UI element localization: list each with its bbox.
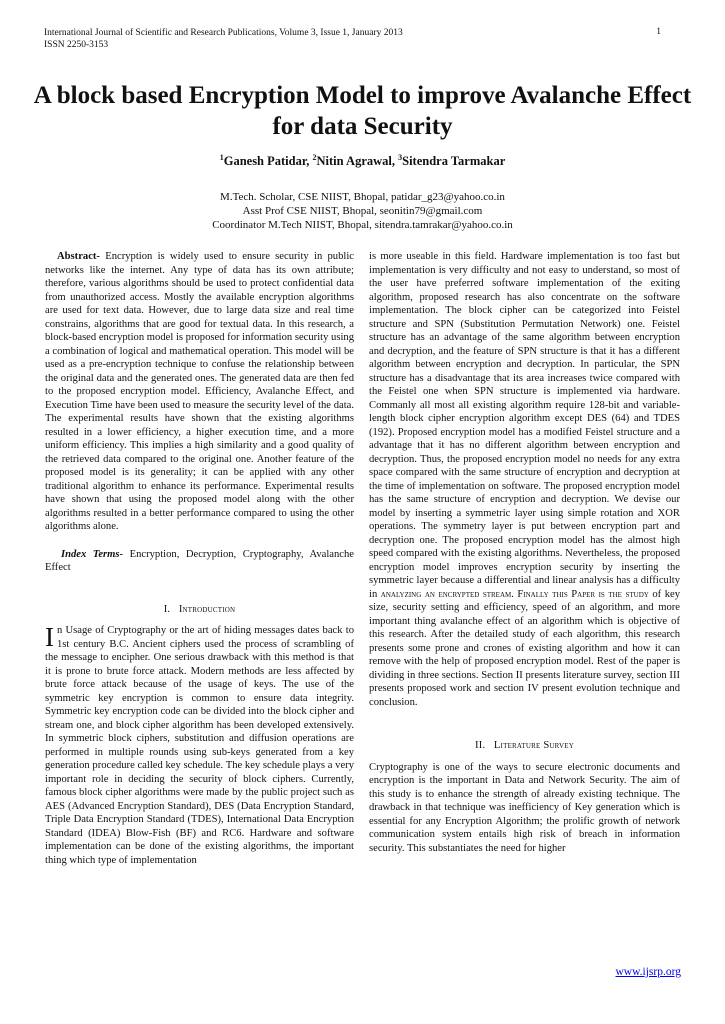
section-1-title: Introduction (178, 603, 236, 615)
drop-cap: I (45, 622, 54, 652)
page-number: 1 (656, 27, 661, 37)
affiliation-1: M.Tech. Scholar, CSE NIIST, Bhopal, patidar_g23@yahoo.co.in (220, 191, 505, 203)
literature-paragraph: Cryptography is one of the ways to secure electronic documents and encryption is the important in Data and Network Security. The aim of this study is to enhance the strength of already existing technique. The drawback in that technique was inefficiency of Key generation which is essential for any Encryption Algorithm; the prolific growth of network communication system entails high risk of breach in information security. This substantiates the need for higher (369, 761, 680, 854)
section-1-heading (45, 603, 354, 617)
author-3: Sitendra Tarmakar (402, 154, 506, 169)
paper-title: A block based Encryption Model to improve Avalanche Effect for data Security (33, 82, 692, 140)
section-2-title: Literature Survey (493, 740, 574, 751)
section-2-heading (369, 739, 680, 753)
affiliations (0, 190, 725, 232)
running-header (44, 27, 403, 51)
affiliation-2: Asst Prof CSE NIIST, Bhopal, seonitin79@gmail.com (242, 205, 483, 217)
intro-text-right-a: is more useable in this field. Hardware implementation is too fast but implementation is very difficulty and not easy to understand, so most of the user have preferred software implementation of the exiting algorithm, proposed research has also concentrate on the software implementation. The block cipher can be categorized into Feistel structure and SPN (Substitution Permutation Network) one. Feistel structure has an advantage of the same algorithm between encryption and decryption, and the feature of SPN structure is that it has a different algorithm between encryption and decryption. In particular, the SPN structure has a disadvantage that its area increases twice compared with the Feistel one when SPN structure is implemented via hardware. Commanly all most all existing algorithm require 128-bit and variable-length block cipher encryption algorithm except DES (64) and TDES (192). Proposed encryption model has a modified Feistel structure and a advantage that it has no different algorithm between encryption and decryption. Thus, the proposed encryption model no needs for any extra space compared with the same structure of encryption and decryption at the time of implementation on software. The proposed encryption model has the same structure of encryption and decryption. We devise our model by inserting a symmetric layer using simple rotation and XOR operations. The symmetry layer is put between encryption part and decryption one. The proposed encryption model has the almost high speed compared with the existing algorithms. Nevertheless, the proposed encryption model improves encryption security by inserting the symmetric layer because a differential and linear analysis has a difficulty in (369, 251, 680, 600)
index-terms-label: Index Terms- (61, 548, 124, 560)
author-2: Nitin Agrawal, (316, 154, 399, 169)
intro-paragraph (45, 624, 354, 867)
journal-name: International Journal of Scientific and Research Publications, Volume 3, Issue 1, January 2013 (44, 28, 403, 38)
abstract-label: Abstract- (57, 251, 100, 262)
index-terms-text: Encryption, Decryption, Cryptography, Avalanche Effect (45, 548, 354, 573)
intro-continued (369, 250, 680, 709)
section-1-number: I. (163, 603, 171, 615)
author-1: Ganesh Patidar, (223, 154, 313, 169)
index-terms (45, 548, 354, 575)
journal-website-link[interactable]: www.ijsrp.org (615, 966, 681, 978)
author-1-sup: 1 (219, 153, 224, 162)
affiliation-3: Coordinator M.Tech NIIST, Bhopal, sitendra.tamrakar@yahoo.co.in (212, 219, 513, 231)
author-3-sup: 3 (398, 153, 403, 162)
issn: ISSN 2250-3153 (44, 40, 109, 50)
intro-text-left: n Usage of Cryptography or the art of hiding messages dates back to 1st century B.C. Ancient ciphers used the process of scrambling of the message to encipher. One serious drawback with this method is that it is prone to brute force attack. Modern methods are less affected by brute force attack because of the usage of keys. The use of the symmetric key encryption is common to ensure data integrity. Symmetric key encryption code can be divided into the block cipher and stream one, and block cipher algorithm has been developed extensively. In symmetric block ciphers, substitution and diffusion operations are performed in multiple rounds using sub-keys generated from a key generation procedure called key schedule. The key schedule plays a very important role in deciding the security of block ciphers. Currently, famous block cipher algorithms were made by the public project such as AES (Advanced Encryption Standard), DES (Data Encryption Standard, Triple Data Encryption Standard (TDES), International Data Encryption Standard (IDEA) Blow-Fish (BF) and RC6. Hardware and software implementation can be done of the existing algorithms, the important thing which type of implementation (45, 625, 354, 866)
abstract (45, 250, 354, 534)
author-2-sup: 2 (312, 153, 317, 162)
abstract-text: Encryption is widely used to ensure security in public networks like the internet. Any type of data has its own attribute; therefore, various algorithms should be used to protect confidential data from unauthorized access. Mostly the available encryption algorithms are used for text data. However, due to large data size and real time constrains, algorithms that are good for textual data. In this research, a block-based encryption model is proposed for information security using a combination of logical and mathematical operation. This model will be used as a pre-encryption technique to confuse the relationship between the original data and the generated ones. The generated data are then fed to the proposed encryption model. Efficiency, Avalanche Effect, and Execution Time have been used to measure the security level of the data. The experimental results have shown that the existing algorithms resulted in a lower efficiency, a higher execution time, and a more uniform efficiency. This implies a high similarity and a good quality of the retrieved data compared to the original one. Another feature of the proposed model is its generality; it can be applied with any other traditional algorithm to enhance its performance. Experimental results have shown that using the proposed model along with the other algorithms resulted in a better performance compared to using the other algorithms alone. (45, 251, 354, 532)
author-list (0, 153, 725, 169)
right-column (369, 250, 680, 855)
intro-text-right-smallcaps: analyzing an encrypted stream. Finally this Paper is the study (380, 588, 649, 600)
intro-text-right-b: of key size, security setting and efficiency, speed of an algorithm, and more important thing avalanche effect of an algorithm which is objective of this research. After the detailed study of each algorithm, this research presents some prone and crones of existing algorithm and how it can remove with the help of proposed encryption model. Rest of the paper is dividing in three sections. Section II presents literature survey, section III presents proposed work and section IV present evolution technique and conclusion. (369, 588, 680, 708)
section-2-number: II. (475, 740, 486, 751)
left-column (45, 250, 354, 867)
